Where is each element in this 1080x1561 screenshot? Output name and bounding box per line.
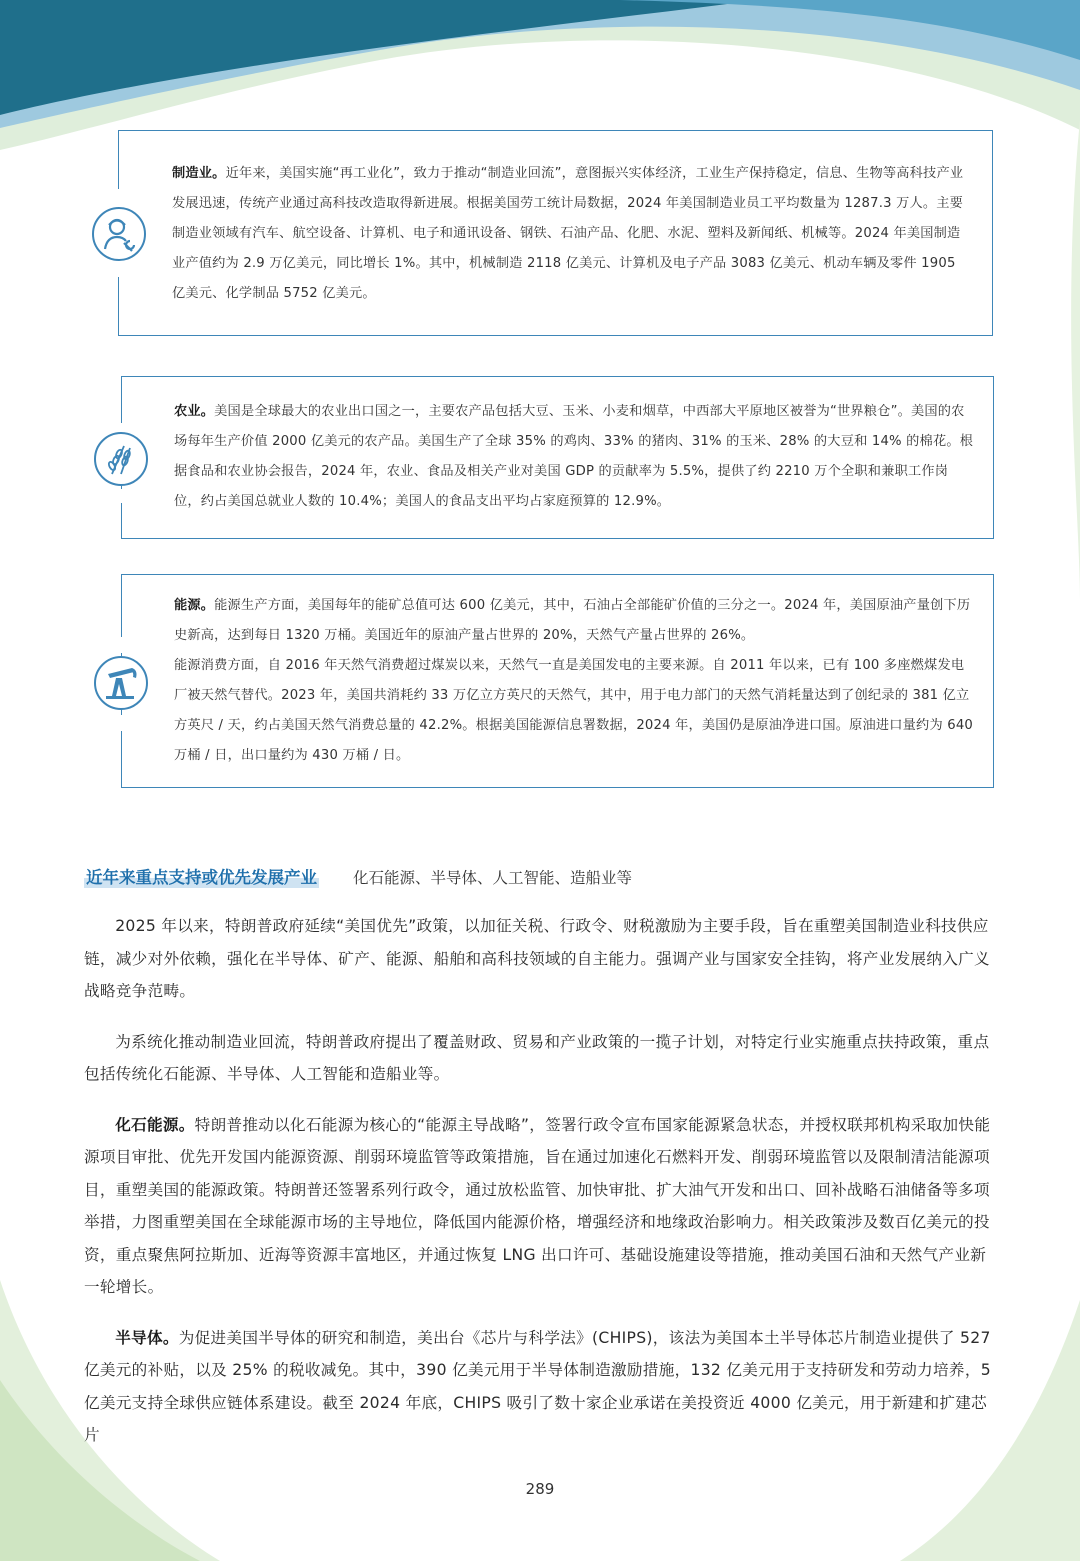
box-body-2: 能源消费方面，自 2016 年天然气消费超过煤炭以来，天然气一直是美国发电的主要来源。自 2011 年以来，已有 100 多座燃煤发电厂被天然气替代。2023 年，美国共消耗约 33 万亿立方英尺的天然气，其中，用于电力部门的天然气消耗量达到了创纪录的 381 亿立方英尺 / 天，约占美国天然气消费总量的 42.2%。根据美国能源信息署数据，2024 年，美国仍是原油净进口国。原油进口量约为 640 万桶 / 日，出口量约为 430 万桶 / 日。 <box>174 658 973 763</box>
section-title: 近年来重点支持或优先发展产业 <box>84 864 319 888</box>
box-lead: 农业。 <box>174 404 215 419</box>
paragraph-text: 为系统化推动制造业回流，特朗普政府提出了覆盖财政、贸易和产业政策的一揽子计划，对特定行业实施重点扶持政策，重点包括传统化石能源、半导体、人工智能和造船业等。 <box>84 1032 990 1083</box>
paragraph-text: 2025 年以来，特朗普政府延续“美国优先”政策，以加征关税、行政令、财税激励为主要手段，旨在重塑美国制造业科技供应链，减少对外依赖，强化在半导体、矿产、能源、船舶和高科技领域的自主能力。强调产业与国家安全挂钩，将产业发展纳入广义战略竞争范畴。 <box>84 917 990 1000</box>
box-text-agriculture <box>174 397 974 517</box>
paragraph <box>84 1026 996 1091</box>
box-body: 近年来，美国实施“再工业化”，致力于推动“制造业回流”，意图振兴实体经济，工业生产保持稳定，信息、生物等高科技产业发展迅速，传统产业通过高科技改造取得新进展。根据美国劳工统计局数据，2024 年美国制造业员工平均数量为 1287.3 万人。主要制造业领域有汽车、航空设备、计算机、电子和通讯设备、钢铁、石油产品、化肥、水泥、塑料及新闻纸、机械等。2024 年美国制造业产值约为 2.9 万亿美元，同比增长 1%。其中，机械制造 2118 亿美元、计算机及电子产品 3083 亿美元、机动车辆及零件 1905 亿美元、化学制品 5752 亿美元。 <box>172 166 964 301</box>
box-lead: 制造业。 <box>172 166 226 181</box>
paragraph <box>84 1322 996 1452</box>
section-heading <box>84 864 632 888</box>
paragraph <box>84 1109 996 1304</box>
paragraph-lead: 半导体。 <box>115 1328 179 1347</box>
box-body: 能源生产方面，美国每年的能矿总值可达 600 亿美元，其中，石油占全部能矿价值的三分之一。2024 年，美国原油产量创下历史新高，达到每日 1320 万桶。美国近年的原油产量占世界的 20%，天然气产量占世界的 26%。 <box>174 598 971 643</box>
section-subtitle: 化石能源、半导体、人工智能、造船业等 <box>353 869 633 887</box>
wheat-icon <box>92 430 150 488</box>
box-body: 美国是全球最大的农业出口国之一，主要农产品包括大豆、玉米、小麦和烟草，中西部大平原地区被誉为“世界粮仓”。美国的农场每年生产价值 2000 亿美元的农产品。美国生产了全球 35% 的鸡肉、33% 的猪肉、31% 的玉米、28% 的大豆和 14% 的棉花。根据食品和农业协会报告，2024 年，农业、食品及相关产业对美国 GDP 的贡献率为 5.5%，提供了约 2210 万个全职和兼职工作岗位，约占美国总就业人数的 10.4%；美国人的食品支出平均占家庭预算的 12.9%。 <box>174 404 974 509</box>
paragraph-text: 特朗普推动以化石能源为核心的“能源主导战略”，签署行政令宣布国家能源紧急状态，并授权联邦机构采取加快能源项目审批、优先开发国内能源资源、削弱环境监管等政策措施，旨在通过加速化石燃料开发、削弱环境监管以及限制清洁能源项目，重塑美国的能源政策。特朗普还签署系列行政令，通过放松监管、加快审批、扩大油气开发和出口、回补战略石油储备等多项举措，力图重塑美国在全球能源市场的主导地位，降低国内能源价格，增强经济和地缘政治影响力。相关政策涉及数百亿美元的投资，重点聚焦阿拉斯加、近海等资源丰富地区，并通过恢复 LNG 出口许可、基础设施建设等措施，推动美国石油和天然气产业新一轮增长。 <box>84 1115 991 1296</box>
page-number: 289 <box>525 1480 555 1498</box>
box-text-energy <box>174 591 974 771</box>
box-text-manufacturing <box>172 159 972 309</box>
worker-wrench-icon <box>90 205 148 263</box>
box-lead: 能源。 <box>174 598 215 613</box>
body-text <box>84 910 996 1452</box>
paragraph-lead: 化石能源。 <box>115 1115 195 1134</box>
paragraph <box>84 910 996 1008</box>
paragraph-text: 为促进美国半导体的研究和制造，美出台《芯片与科学法》(CHIPS)，该法为美国本土半导体芯片制造业提供了 527 亿美元的补贴，以及 25% 的税收减免。其中，390 亿美元用于半导体制造激励措施，132 亿美元用于支持研发和劳动力培养，5 亿美元支持全球供应链体系建设。截至 2024 年底，CHIPS 吸引了数十家企业承诺在美投资近 4000 亿美元，用于新建和扩建芯片 <box>84 1328 991 1444</box>
oil-pump-icon <box>92 654 150 712</box>
